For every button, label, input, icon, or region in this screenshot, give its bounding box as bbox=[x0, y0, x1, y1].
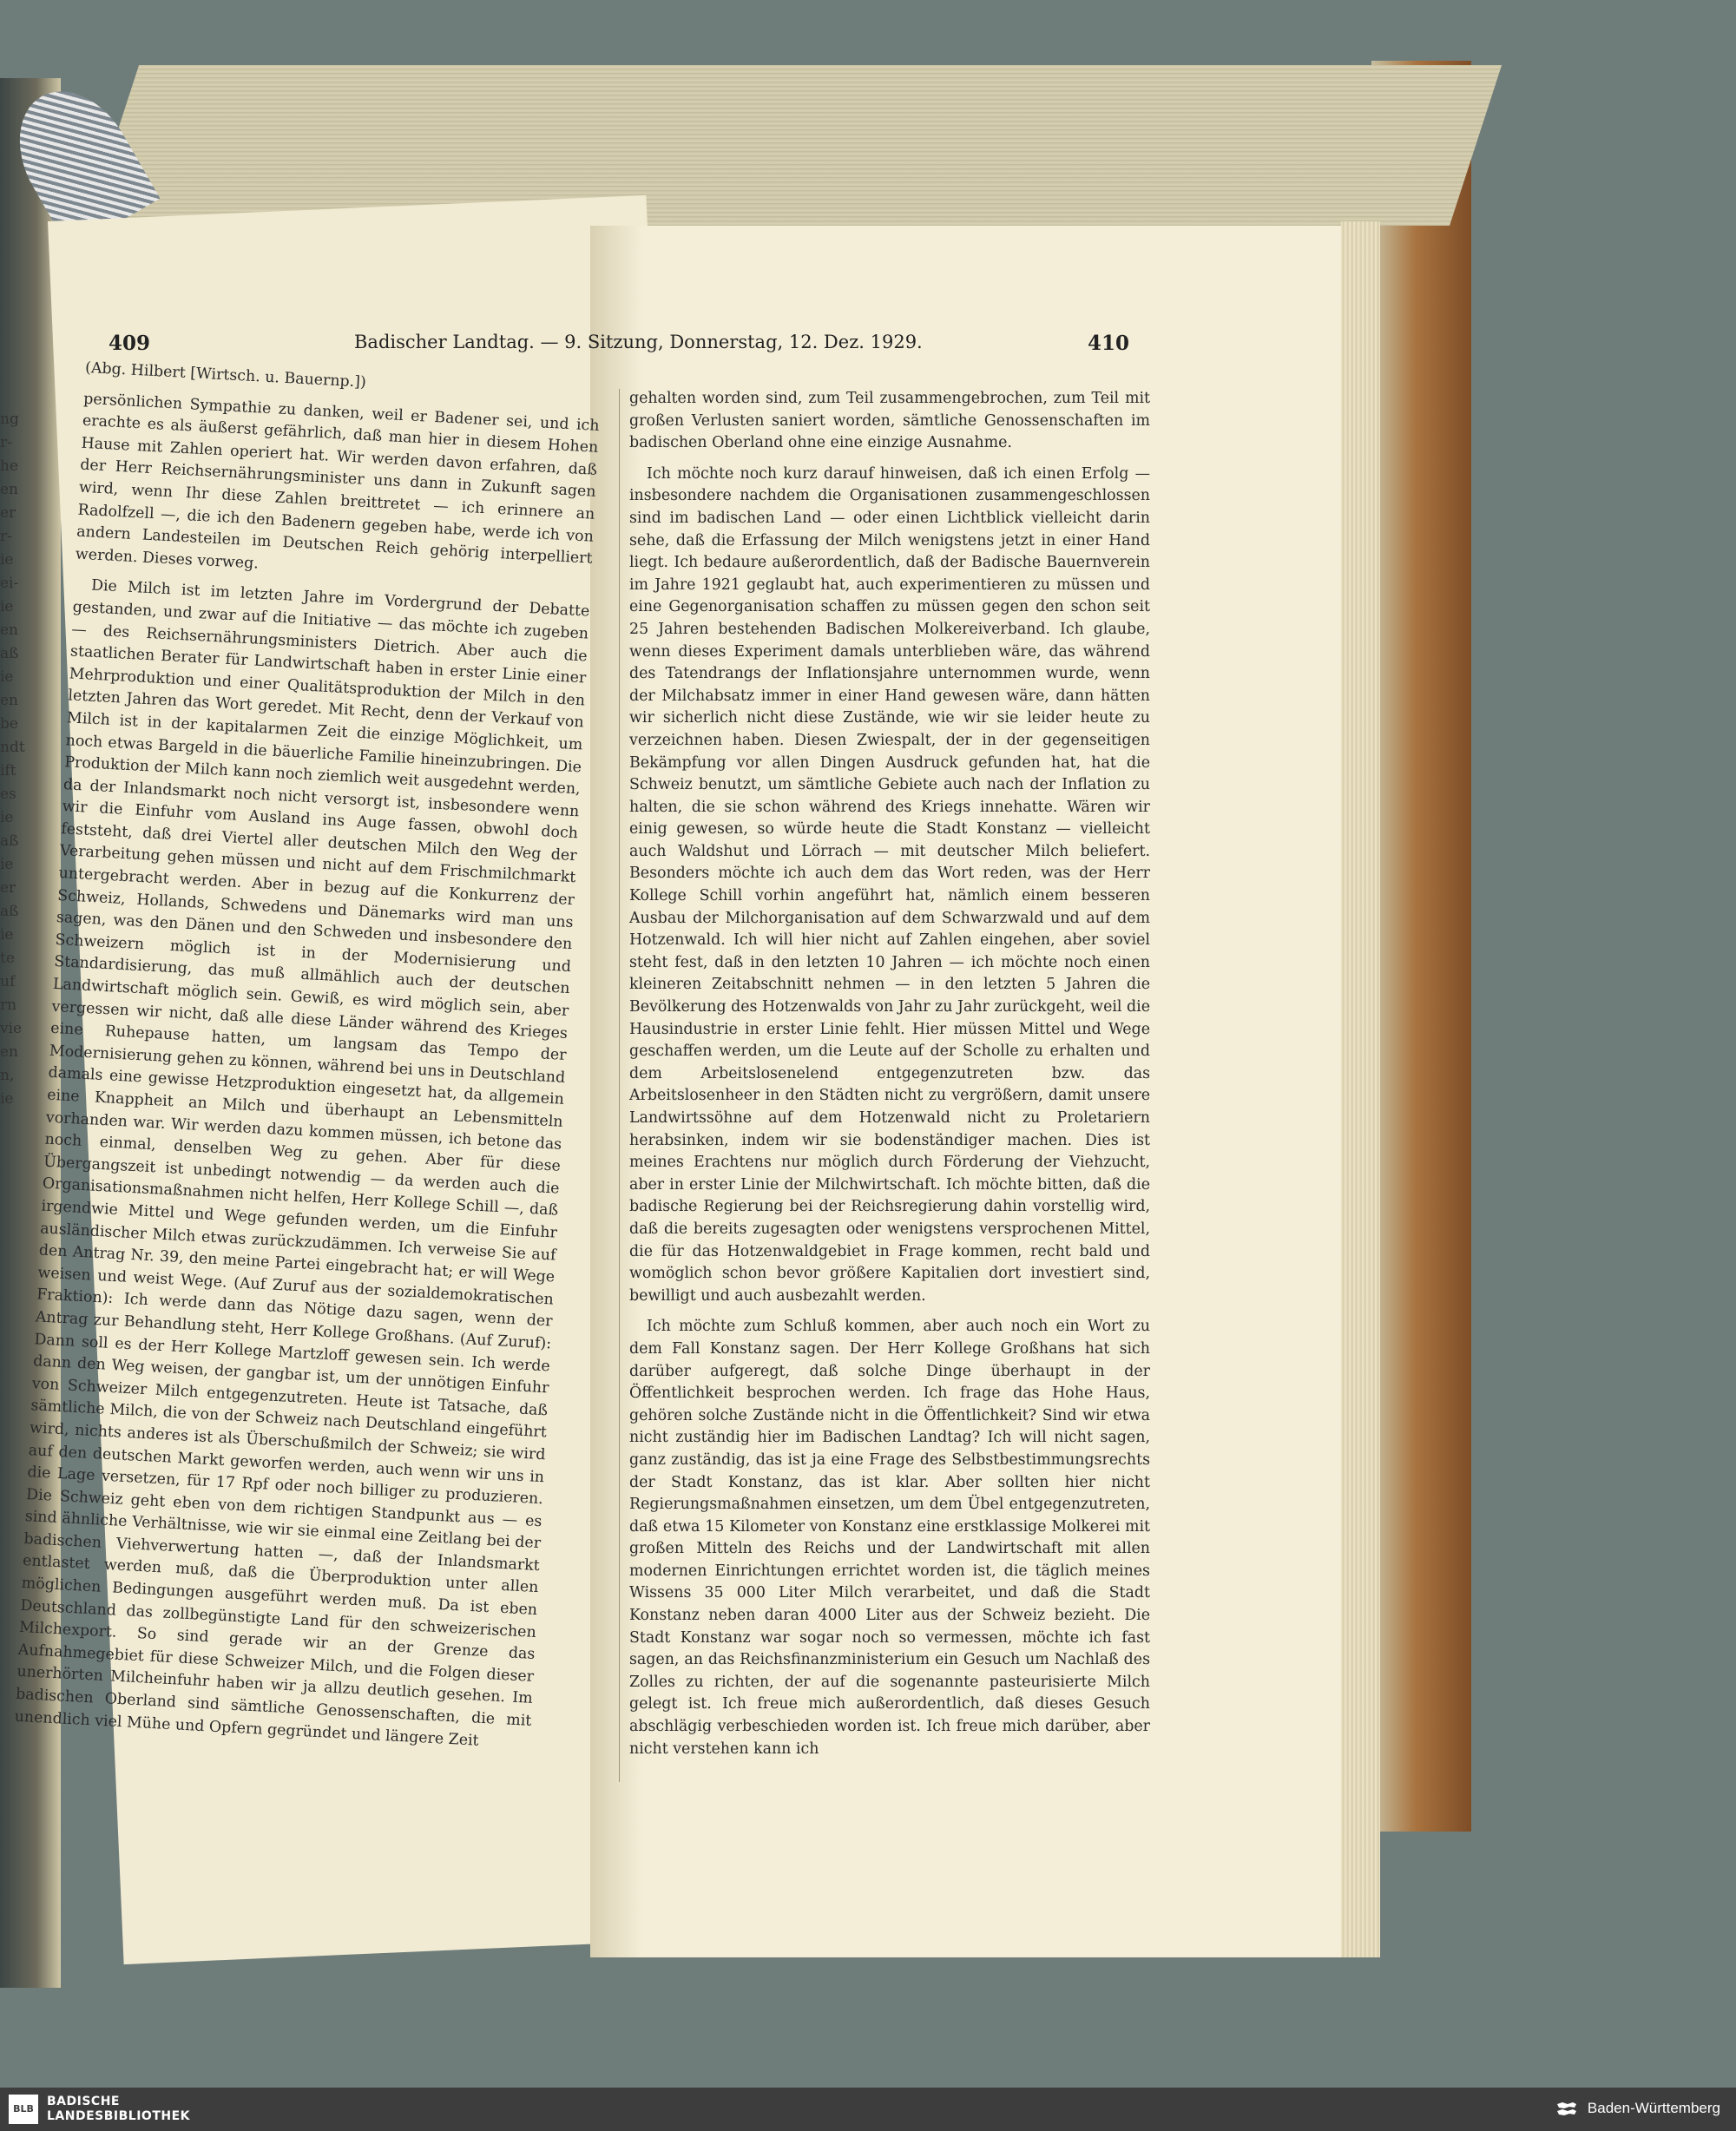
speaker-line: (Abg. Hilbert [Wirtsch. u. Bauernp.]) bbox=[84, 358, 367, 391]
right-text-column bbox=[629, 388, 1150, 1769]
fragment-line: aß bbox=[0, 832, 19, 850]
fragment-line: en bbox=[0, 622, 19, 639]
page-number-left: 409 bbox=[108, 332, 151, 355]
fragment-line: he bbox=[0, 457, 19, 475]
fragment-line: ie bbox=[0, 856, 14, 873]
library-name[interactable] bbox=[47, 2095, 190, 2124]
fragment-line: ng bbox=[0, 411, 19, 428]
fragment-line: en bbox=[0, 481, 19, 498]
state-logo[interactable] bbox=[1555, 2100, 1720, 2118]
previous-page-fragments bbox=[0, 408, 26, 1111]
fragment-line: ei- bbox=[0, 575, 19, 592]
fragment-line: ndt bbox=[0, 739, 25, 756]
fragment-line: r- bbox=[0, 528, 12, 545]
fragment-line: en bbox=[0, 692, 19, 709]
footer-bar bbox=[0, 2088, 1736, 2131]
fragment-line: be bbox=[0, 715, 18, 733]
left-text-column bbox=[14, 358, 602, 1764]
fragment-line: ie bbox=[0, 551, 14, 569]
fragment-line: ie bbox=[0, 926, 14, 944]
page-fore-edge bbox=[1341, 221, 1380, 1957]
fragment-line: aß bbox=[0, 903, 19, 920]
paragraph: persönlichen Sympathie zu danken, weil er Badener sei, und ich erachte es als äußerst gefährlich, daß man hier in diesem Hohen Hause mit Zahlen operiert hat. Wir werden davon erfahren, daß der Herr Reichsernährungsminister uns dann in Zukunft sagen wird, wenn Ihr diese Zahlen breittretet — ich erinnere an Radolfzell —, die ich den Badenern gegeben habe, werde ich von andern Landesteilen im Deutschen Reich gehörig interpelliert werden. Dieses vorweg. bbox=[75, 390, 601, 573]
paragraph: gehalten worden sind, zum Teil zusammengebrochen, zum Teil mit großen Verlusten saniert worden, sämtliche Genossenschaften im badischen Oberland ohne eine einzige Ausnahme. bbox=[629, 390, 1150, 452]
paragraph: Die Milch ist im letzten Jahre im Vordergrund der Debatte gestanden, und zwar auf die Initiative — das möchte ich zugeben — des Reichsernährungsministers Dietrich. Aber auch die staatlichen Berater für Landwirtschaft haben in erster Linie einer Mehrproduktion und einer Qualitätsproduktion der Milch in den letzten Jahren das Wort geredet. Mit Recht, denn der Verkauf von Milch ist in der kapitalarmen Zeit die einzige Möglichkeit, um noch etwas Bargeld in die bäuerliche Familie hineinzubringen. Die Produktion der Milch kann noch ziemlich weit ausgedehnt werden, da der Inlandsmarkt noch nicht versorgt ist, insbesondere wenn wir die Einfuhr vom Ausland ins Auge fassen, obwohl doch feststeht, daß drei Viertel aller deutschen Milch den Weg der Verarbeitung gehen müssen und nicht auf dem Frischmilchmarkt untergebracht werden. Aber in bezug auf die Konkurrenz der Schweiz, Hollands, Schwedens und Dänemarks wird man uns sagen, was den Dänen und den Schweden und insbesondere den Schweizern möglich ist in der Modernisierung und Standardisierung, das muß allmählich auch der deutschen Landwirtschaft möglich sein. Gewiß, es wird möglich sein, aber vergessen wir nicht, daß alle diese Länder während des Krieges eine Ruhepause hatten, um langsam das Tempo der Modernisierung gehen zu können, während bei uns in Deutschland damals eine gewisse Hetzproduktion eingesetzt hat, da allgemein eine Knappheit an Milch und überhaupt an Lebensmitteln vorhanden war. Wir werden dazu kommen müssen, ich betone das noch einmal, denselben Weg zu gehen. Aber für diese Übergangszeit ist unbedingt notwendig — da werden auch die Organisationsmaßnahmen nicht helfen, Herr Kollege Schill —, daß irgendwie Mittel und Wege gefunden werden, um die Einfuhr ausländischer Milch etwas zurückzudämmen. Ich verweise Sie auf den Antrag Nr. 39, den meine Partei eingebracht hat; er will Wege weisen und weist Wege. (Auf Zuruf aus der sozialdemokratischen Fraktion): Ich werde dann das Nötige dazu sagen, wenn der Antrag zur Behandlung steht, Herr Kollege Großhans. (Auf Zuruf): Dann soll es der Herr Kollege Martzloff gewesen sein. Ich werde dann den Weg weisen, der gangbar ist, um der unnötigen Einfuhr von Schweizer Milch entgegenzutreten. Heute ist Tatsache, daß sämtliche Milch, die von der Schweiz nach Deutschland eingeführt wird, nichts anderes ist als Überschußmilch der Schweiz; sie wird auf den deutschen Markt geworfen werden, auch wenn wir uns in die Lage versetzen, für 17 Rpf oder noch billiger zu produzieren. Die Schweiz geht eben von dem richtigen Standpunkt aus — es sind ähnliche Verhältnisse, wie wir sie einmal eine Zeitlang bei der badischen Viehverwertung hatten —, daß der Inlandsmarkt entlastet werden muß, daß die Überproduktion unter allen möglichen Bedingungen ausgeführt werden muß. Da ist eben Deutschland das zollbegünstigte Land für den schweizerischen Milchexport. So sind gerade wir an der Grenze das Aufnahmegebiet für diese Schweizer Milch, und die Folgen dieser unerhörten Milcheinfuhr haben wir ja allzu deutlich gesehen. Im badischen Oberland sind sämtliche Genossenschaften, die mit unendlich viel Mühe und Opfern gegründet und längere Zeit bbox=[14, 576, 590, 1750]
fragment-line: uf bbox=[0, 973, 16, 990]
fragment-line: es bbox=[0, 786, 16, 803]
column-rule bbox=[619, 389, 620, 1782]
fragment-line: en bbox=[0, 1043, 19, 1061]
paragraph: Ich möchte zum Schluß kommen, aber auch noch ein Wort zu dem Fall Konstanz sagen. Der Herr Kollege Großhans hat sich darüber aufgeregt, daß solche Dinge überhaupt in der Öffentlichkeit besprochen werden. Ich frage das Hohe Haus, gehören solche Zustände nicht in die Öffentlichkeit? Sind wir etwa nicht zuständig hier im Badischen Landtag? Ich will nicht sagen, ganz zuständig, das ist ja eine Frage des Selbstbestimmungsrechts der Stadt Konstanz, das ist klar. Aber sollten hier nicht Regierungsmaßnahmen einsetzen, um dem Übel entgegenzutreten, daß etwa 15 Kilometer von Konstanz eine erstklassige Molkerei mit großen Mitteln des Reichs und der Landwirtschaft mit allen modernen Einrichtungen errichtet worden ist, die täglich meines Wissens 35 000 Liter Milch verarbeitet, und daß die Stadt Konstanz neben daran 4000 Liter aus der Schweiz bezieht. Die Stadt Konstanz war sogar noch so vermessen, möchte ich fast sagen, an das Reichsfinanzministerium ein Gesuch um Nachlaß des Zolles zu richten, der auf die sogenannte pasteurisierte Milch gelegt ist. Ich freue mich außerordentlich, daß dieses Gesuch abschlägig verbeschieden worden ist. Ich freue mich darüber, aber nicht verstehen kann ich bbox=[629, 1318, 1150, 1758]
running-title: Badischer Landtag. — 9. Sitzung, Donnerstag, 12. Dez. 1929. bbox=[354, 332, 923, 352]
fragment-line: n, bbox=[0, 1067, 15, 1084]
fragment-line: rn bbox=[0, 996, 17, 1014]
book-cover bbox=[1371, 61, 1471, 1832]
fragment-line: ift bbox=[0, 762, 16, 779]
fragment-line: ie bbox=[0, 1090, 14, 1108]
state-emblem-icon bbox=[1555, 2101, 1578, 2118]
fragment-line: te bbox=[0, 950, 15, 967]
state-name: Baden-Württemberg bbox=[1587, 2100, 1720, 2116]
paragraph: Ich möchte noch kurz darauf hinweisen, daß ich einen Erfolg — insbesondere nachdem die Organisationen zusammengeschlossen sind im badischen Land — oder einen Lichtblick vielleicht darin sehe, daß die Erfassung der Milch wenigstens jetzt in einer Hand liegt. Ich bedaure außerordentlich, daß der Badische Bauernverein im Jahre 1921 geglaubt hat, auch experimentieren zu müssen und eine Gegenorganisation schaffen zu müssen gegen den schon seit 25 Jahren bestehenden Badischen Molkereiverband. Ich glaube, wenn dieses Experiment damals unterblieben wäre, das während des Tatendrangs der Inflationsjahre unternommen wurde, wenn der Milchabsatz immer in einer Hand gewesen wäre, dann hätten wir sicherlich nicht diese Zustände, wie wir sie leider heute zu verzeichnen haben. Diesen Zwiespalt, der in der gegenseitigen Bekämpfung vor allen Dingen Ausdruck gefunden hat, hat die Schweiz benutzt, um sämtliche Gebiete auch nach der Inflation zu halten, die sie schon während des Kriegs innehatte. Wären wir einig gewesen, so würde heute die Stadt Konstanz — vielleicht auch Waldshut und Lörrach — mit deutscher Milch beliefert. Besonders möchte ich auch dem das Wort reden, was der Herr Kollege Schill vorhin angeführt hat, nämlich einem besseren Ausbau der Milchorganisation auf dem Schwarzwald und auf dem Hotzenwald. Ich will hier nicht auf Zahlen eingehen, aber soviel steht fest, daß in den letzten 10 Jahren — ich möchte noch einen kleineren Zeitabschnitt nehmen — in den letzten 5 Jahren die Bevölkerung des Hotzenwalds von Jahr zu Jahr zurückgeht, weil die Hausindustrie in erster Linie fehlt. Hier müssen Mittel und Wege geschaffen werden, um die Leute auf der Scholle zu erhalten und dem Arbeitslosenelend entgegenzutreten bzw. das Arbeitslosenheer in den Städten nicht zu vergrößern, damit unsere Landwirtssöhne auf dem Hotzenwald nicht zu Proletariern herabsinken, indem wir sie bodenständiger machen. Dies ist meines Erachtens nur möglich durch Förderung der Viehzucht, aber in erster Linie der Milchwirtschaft. Ich möchte bitten, daß die badische Regierung bei der Reichsregierung dahin vorstellig wird, daß die bereits zugesagten oder wenigstens versprochenen Mittel, die für das Hotzenwaldgebiet in Frage kommen, recht bald und womöglich schon bevor größere Kapitalien dort investiert sind, bewilligt und auch ausbezahlt werden. bbox=[629, 464, 1151, 1305]
blb-logo[interactable]: BLB bbox=[9, 2095, 38, 2124]
fragment-line: vie bbox=[0, 1020, 23, 1037]
library-name-line-2: LANDESBIBLIOTHEK bbox=[47, 2109, 191, 2123]
fragment-line: ie bbox=[0, 809, 14, 826]
page-stack-top bbox=[87, 65, 1502, 226]
fragment-line: r- bbox=[0, 434, 12, 451]
fragment-line: ie bbox=[0, 668, 14, 686]
library-name-line-1: BADISCHE bbox=[47, 2095, 120, 2108]
fragment-line: aß bbox=[0, 645, 19, 662]
fragment-line: er bbox=[0, 504, 16, 522]
page-number-right: 410 bbox=[1088, 332, 1130, 355]
fragment-line: ie bbox=[0, 598, 14, 615]
fragment-line: er bbox=[0, 879, 16, 897]
